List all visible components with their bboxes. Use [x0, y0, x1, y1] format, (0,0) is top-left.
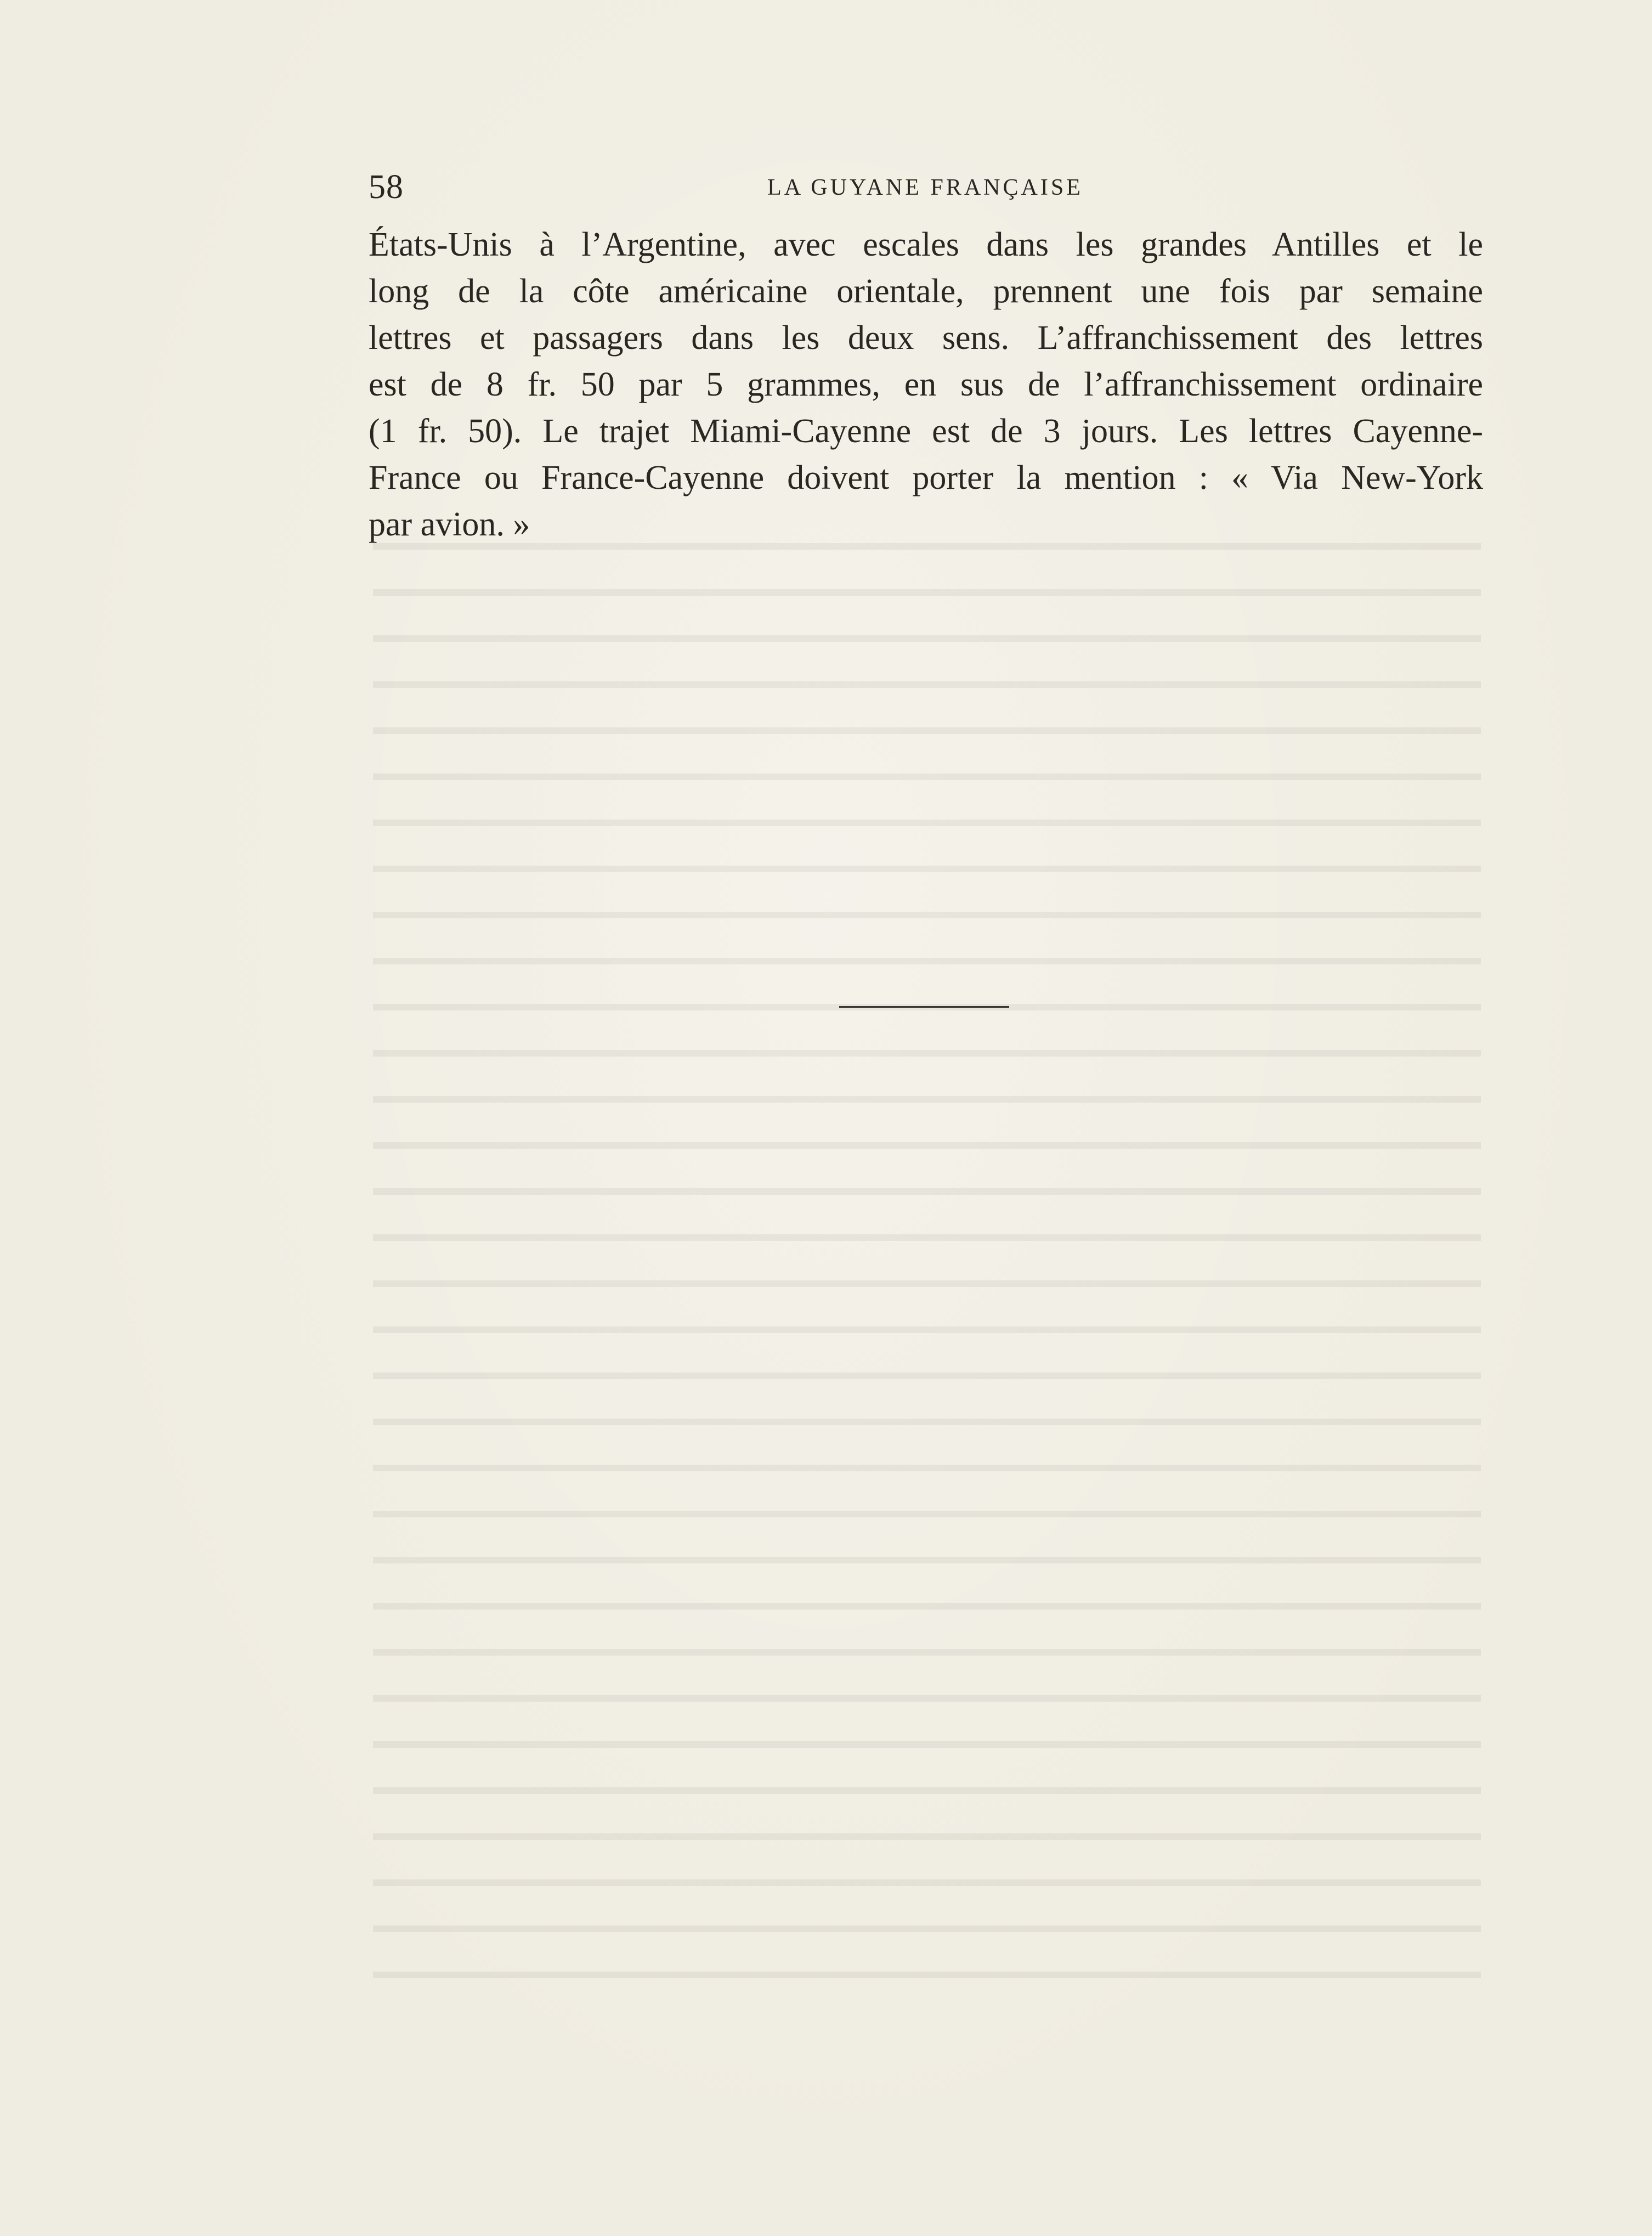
text-line: (1 fr. 50). Le trajet Miami-Cayenne est de 3 jours. Les lettres Cayenne- — [369, 413, 1483, 450]
text-line: lettres et passagers dans les deux sens. L’affranchissement des lettres — [369, 319, 1483, 357]
page-number: 58 — [369, 168, 404, 206]
running-title: LA GUYANE FRANÇAISE — [767, 175, 1083, 200]
section-divider — [839, 1006, 1009, 1008]
text-line: par avion. » — [369, 506, 530, 543]
show-through-texture — [373, 516, 1481, 1997]
text-line: France ou France-Cayenne doivent porter la mention : « Via New-York — [369, 459, 1483, 496]
body-paragraph — [369, 222, 1483, 548]
text-line: États-Unis à l’Argentine, avec escales dans les grandes Antilles et le — [369, 226, 1483, 263]
page-header — [369, 165, 1482, 208]
text-line: est de 8 fr. 50 par 5 grammes, en sus de l’affranchissement ordinaire — [369, 366, 1483, 403]
text-line: long de la côte américaine orientale, prennent une fois par semaine — [369, 273, 1483, 310]
